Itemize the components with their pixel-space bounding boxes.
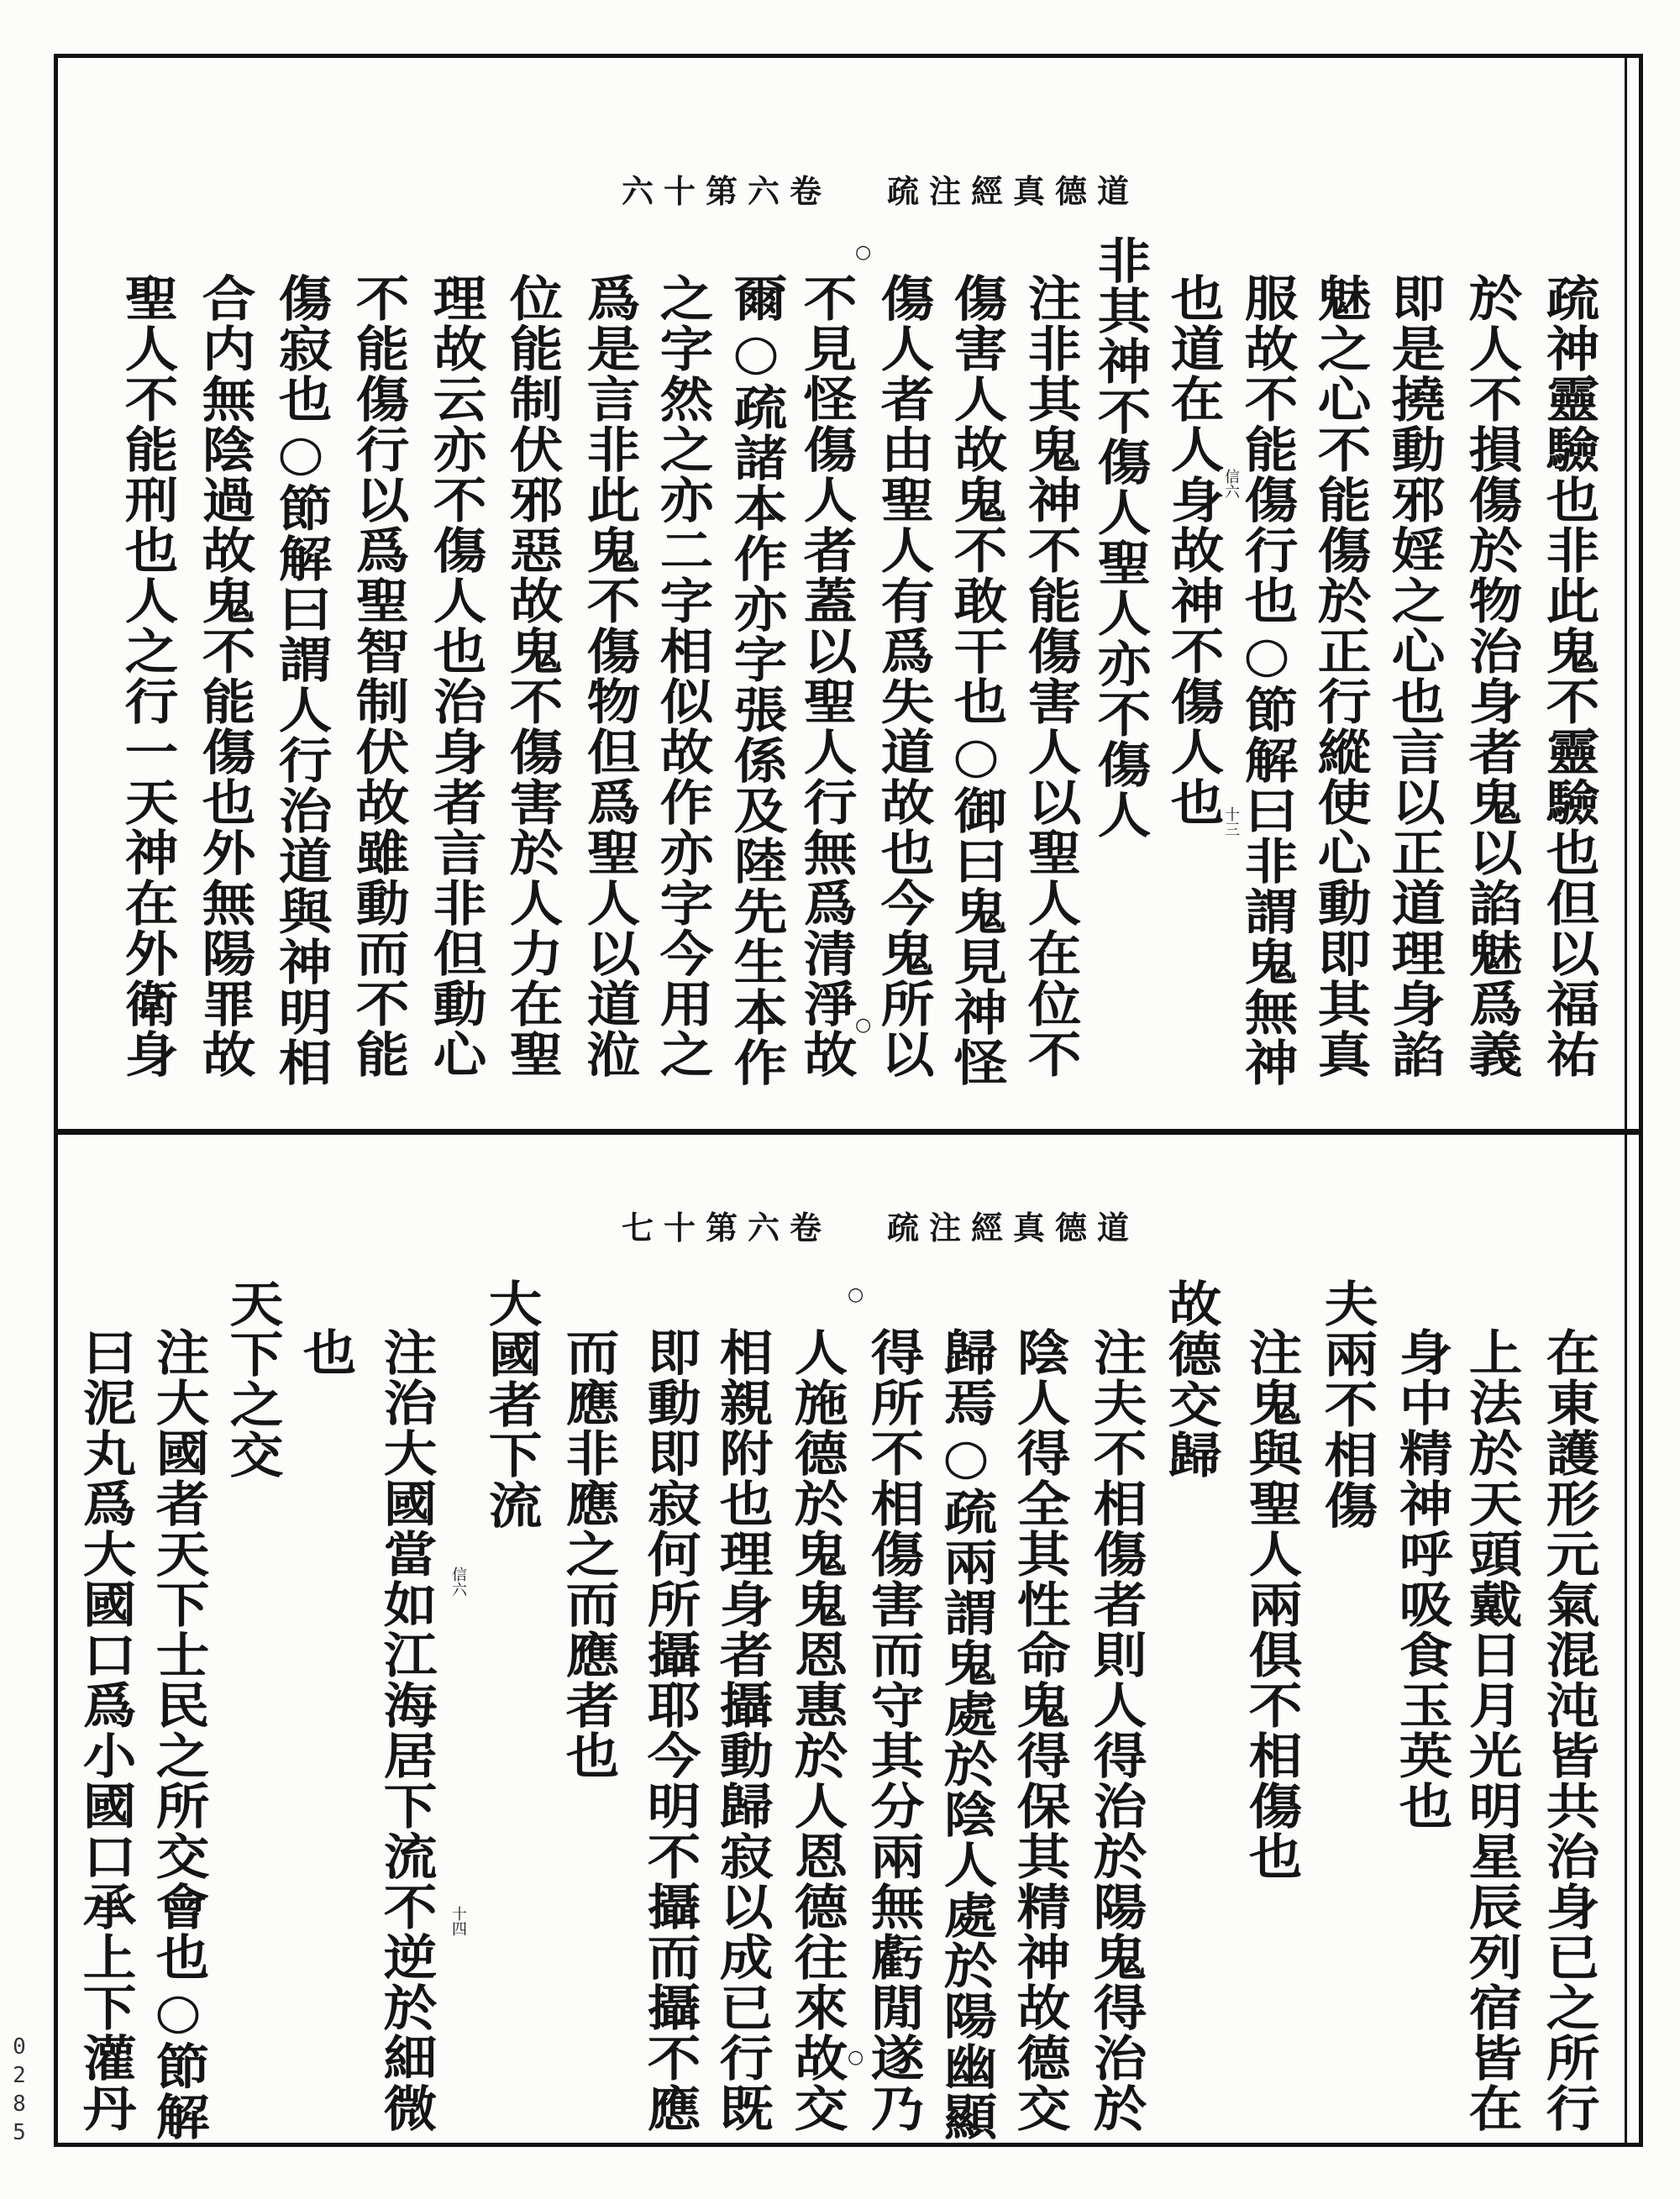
- circle-mark: ○: [855, 242, 872, 263]
- scripture-column: 故德交歸: [1158, 1278, 1222, 1480]
- running-header-volume: 卷六第十七: [621, 1209, 832, 1246]
- commentary-column: 曰泥丸爲大國口爲小國口承上下灌丹: [73, 1327, 137, 2133]
- volume-mark: 信六: [449, 1567, 467, 1597]
- page-serial-number: 0285: [7, 2034, 32, 2149]
- scripture-column: 非其神不傷人聖人亦不傷人: [1088, 235, 1152, 840]
- commentary-column: 也道在人身故神不傷人也: [1161, 273, 1225, 827]
- commentary-column: 不見怪傷人者蓋以聖人行無爲清淨故: [794, 273, 858, 1079]
- commentary-column: 注治大國當如江海居下流不逆於細微: [374, 1327, 438, 2133]
- commentary-column: 傷人者由聖人有爲失道故也今鬼所以: [871, 273, 935, 1079]
- commentary-column: 即動即寂何所攝耶今明不攝而攝不應: [638, 1327, 701, 2133]
- commentary-column: 之字然之亦二字相似故作亦字今用之: [650, 273, 714, 1079]
- commentary-column: 陰人得全其性命鬼得保其精神故德交: [1007, 1327, 1071, 2133]
- leaf-number: 十三: [1222, 806, 1240, 837]
- commentary-column: 於人不損傷於物治身者鬼以諂魅爲義: [1459, 273, 1523, 1079]
- commentary-column: 身中精神呼吸食玉英也: [1389, 1327, 1453, 1831]
- commentary-column: 相親附也理身者攝動歸寂以成已行既: [710, 1327, 774, 2133]
- commentary-column: 傷害人故鬼不敢干也○御曰鬼見神怪: [944, 273, 1008, 1088]
- commentary-column: 合内無陰過故鬼不能傷也外無陽罪故: [192, 273, 256, 1079]
- running-header-title: 道德真經注疏: [886, 1209, 1139, 1246]
- commentary-column: 得所不相傷害而守其分兩無虧閒遂乃: [861, 1327, 925, 2133]
- running-header-volume: 卷六第十六: [621, 172, 832, 210]
- half-page-divider: [58, 1129, 1639, 1135]
- commentary-column: 注鬼與聖人兩俱不相傷也: [1239, 1327, 1303, 1881]
- scripture-column: 大國者下流: [479, 1278, 543, 1530]
- commentary-column: 而應非應之而應者也: [556, 1327, 620, 1781]
- lower-half-page: [0, 1135, 1680, 2143]
- commentary-column: 在東護形元氣混沌皆共治身已之所行: [1536, 1327, 1600, 2133]
- commentary-column: 注大國者天下士民之所交會也○節解: [146, 1327, 210, 2142]
- scripture-column: 夫兩不相傷: [1315, 1278, 1378, 1530]
- commentary-column: 傷寂也○節解曰謂人行治道與神明相: [269, 273, 333, 1088]
- circle-mark: ○: [855, 1015, 872, 1036]
- commentary-column: 位能制伏邪惡故鬼不傷害於人力在聖: [500, 273, 564, 1079]
- commentary-column: 魅之心不能傷於正行縱使心動即其真: [1308, 273, 1372, 1079]
- circle-mark: ○: [848, 2047, 864, 2068]
- circle-mark: ○: [848, 1284, 864, 1305]
- commentary-column: 理故云亦不傷人也治身者言非但動心: [423, 273, 487, 1079]
- commentary-column: 歸焉○疏兩謂鬼處於陰人處於陽幽顯: [934, 1327, 998, 2142]
- leaf-number: 十四: [449, 1906, 467, 1936]
- commentary-column: 服故不能傷行也○節解曰非謂鬼無神: [1235, 273, 1299, 1088]
- commentary-column: 爾○疏諸本作亦字張係及陸先生本作: [724, 273, 788, 1088]
- commentary-column: 上法於天頭戴日月光明星辰列宿皆在: [1459, 1327, 1523, 2133]
- commentary-column: 注非其鬼神不能傷害人以聖人在位不: [1018, 273, 1082, 1079]
- commentary-column: 即是撓動邪婬之心也言以正道理身諂: [1382, 273, 1446, 1079]
- commentary-column: 也: [293, 1327, 357, 1378]
- running-header-title: 道德真經注疏: [886, 172, 1139, 210]
- commentary-column: 疏神靈驗也非此鬼不靈驗也但以福祐: [1536, 273, 1600, 1079]
- commentary-column: 聖人不能刑也人之行一天神在外衛身: [115, 273, 179, 1079]
- commentary-column: 爲是言非此鬼不傷物但爲聖人以道涖: [577, 273, 641, 1079]
- commentary-column: 人施德於鬼鬼恩惠於人恩德往來故交: [785, 1327, 848, 2133]
- commentary-column: 不能傷行以爲聖智制伏故雖動而不能: [346, 273, 410, 1079]
- commentary-column: 注夫不相傷者則人得治於陽鬼得治於: [1084, 1327, 1147, 2133]
- scripture-column: 天下之交: [220, 1278, 284, 1480]
- volume-mark: 信六: [1222, 469, 1240, 499]
